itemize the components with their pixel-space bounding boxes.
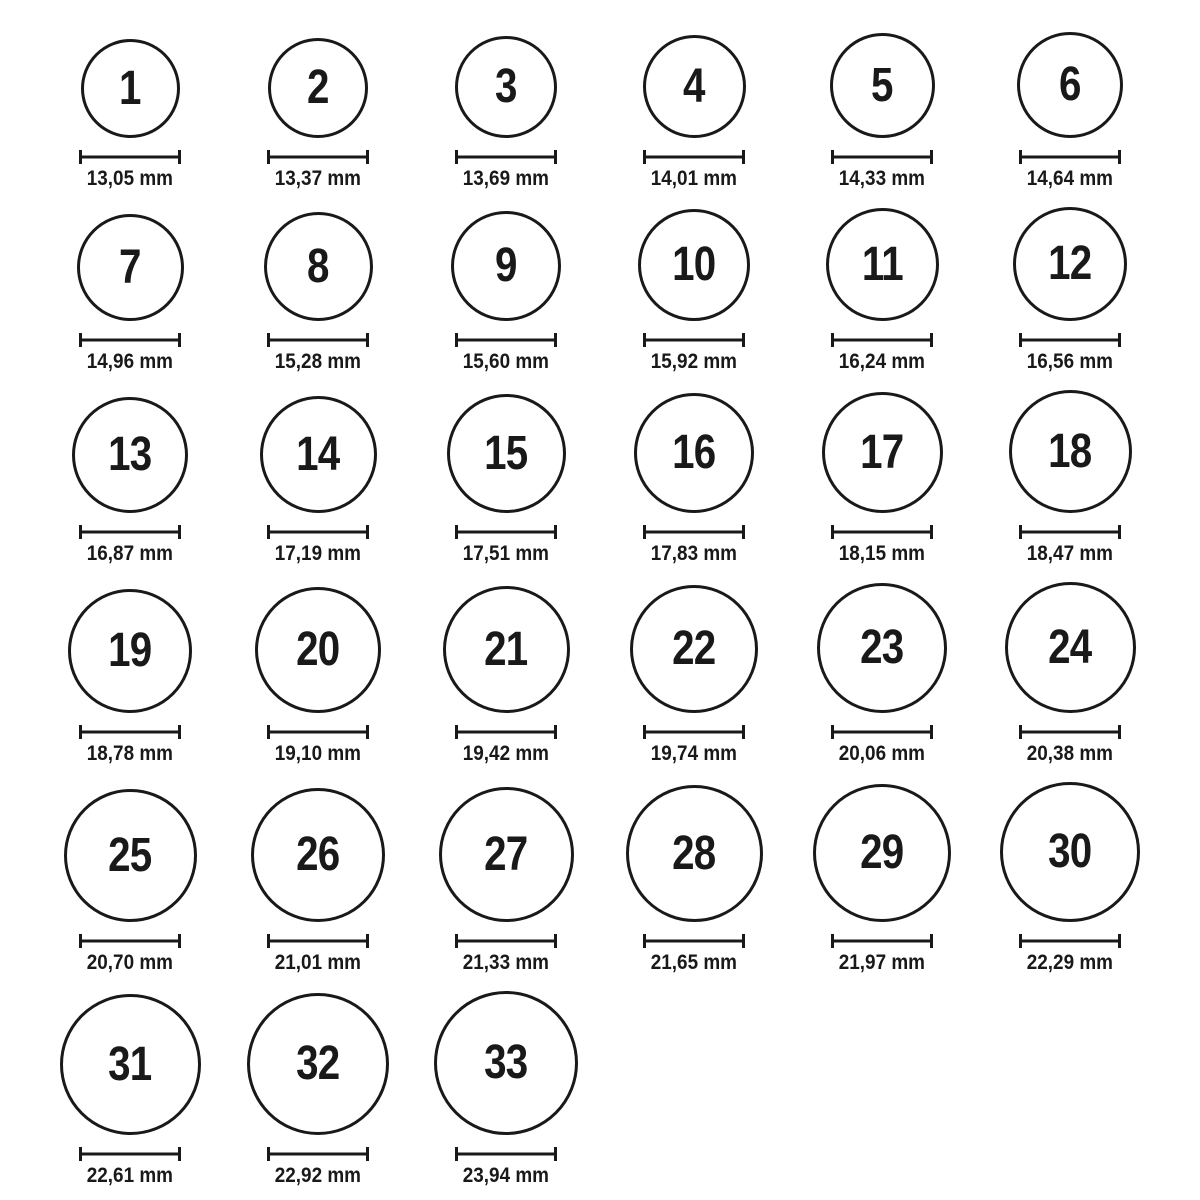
diameter-measure-line	[79, 333, 181, 347]
ring-size-number: 10	[672, 238, 716, 291]
diameter-measure-line	[1019, 525, 1121, 539]
ring-size-number: 21	[484, 622, 528, 676]
ring-size-number: 17	[860, 425, 904, 479]
diameter-measure-line	[1019, 333, 1121, 347]
ring-circle	[630, 585, 758, 713]
ring-size-cell	[224, 991, 412, 1188]
diameter-label: 21,65 mm	[650, 951, 738, 974]
ring-circle	[251, 788, 385, 922]
ring-circle	[643, 35, 746, 138]
diameter-label: 19,42 mm	[462, 742, 550, 765]
ring-size-number: 7	[119, 240, 141, 294]
ring-size-number: 19	[108, 624, 152, 677]
ring-size-cell	[788, 782, 976, 975]
diameter-measure-line	[79, 525, 181, 539]
ring-circle	[451, 211, 561, 321]
ring-circle	[830, 33, 935, 138]
ring-size-cell	[412, 582, 600, 766]
ring-size-number: 8	[307, 239, 329, 293]
diameter-label: 14,64 mm	[1026, 167, 1114, 190]
ring-circle	[1009, 390, 1132, 513]
diameter-measure-line	[267, 333, 369, 347]
ring-circle	[247, 993, 389, 1135]
diameter-label: 13,37 mm	[274, 167, 362, 190]
ring-circle	[68, 589, 192, 713]
ring-size-cell	[36, 207, 224, 374]
diameter-measure-line	[831, 150, 933, 164]
ring-size-cell	[224, 782, 412, 975]
ring-size-number: 12	[1048, 237, 1092, 290]
diameter-measure-line	[79, 1147, 181, 1161]
diameter-label: 22,29 mm	[1026, 951, 1114, 974]
ring-circle	[77, 214, 184, 321]
diameter-label: 16,56 mm	[1026, 350, 1114, 373]
ring-circle	[813, 784, 951, 922]
diameter-measure-line	[267, 1147, 369, 1161]
ring-size-cell	[976, 782, 1164, 975]
diameter-label: 13,05 mm	[86, 167, 174, 190]
ring-circle	[1005, 582, 1136, 713]
ring-circle	[81, 39, 180, 138]
ring-size-cell	[976, 207, 1164, 374]
ring-size-cell	[224, 32, 412, 191]
diameter-measure-line	[267, 525, 369, 539]
ring-size-number: 26	[296, 828, 340, 881]
ring-size-cell	[36, 782, 224, 975]
diameter-measure-line	[455, 525, 557, 539]
diameter-measure-line	[643, 525, 745, 539]
diameter-label: 14,01 mm	[650, 167, 738, 190]
diameter-measure-line	[267, 150, 369, 164]
diameter-label: 13,69 mm	[462, 167, 550, 190]
ring-circle	[443, 586, 570, 713]
diameter-measure-line	[643, 333, 745, 347]
diameter-label: 23,94 mm	[462, 1164, 550, 1187]
ring-size-number: 27	[484, 827, 528, 881]
diameter-label: 21,33 mm	[462, 951, 550, 974]
diameter-label: 17,51 mm	[462, 542, 550, 565]
ring-size-number: 3	[495, 60, 517, 113]
ring-size-cell	[412, 32, 600, 191]
ring-size-number: 14	[296, 427, 340, 481]
diameter-label: 15,28 mm	[274, 350, 362, 373]
ring-size-number: 32	[296, 1037, 340, 1090]
ring-size-cell	[600, 390, 788, 566]
ring-circle	[264, 212, 373, 321]
diameter-label: 15,60 mm	[462, 350, 550, 373]
diameter-measure-line	[455, 150, 557, 164]
ring-size-number: 24	[1048, 620, 1092, 674]
diameter-label: 14,33 mm	[838, 167, 926, 190]
ring-size-cell	[788, 32, 976, 191]
diameter-measure-line	[455, 725, 557, 739]
ring-circle	[64, 789, 197, 922]
diameter-label: 15,92 mm	[650, 350, 738, 373]
diameter-measure-line	[79, 934, 181, 948]
diameter-measure-line	[643, 725, 745, 739]
diameter-measure-line	[79, 150, 181, 164]
ring-size-cell	[36, 582, 224, 766]
diameter-label: 20,70 mm	[86, 951, 174, 974]
ring-size-cell	[36, 32, 224, 191]
diameter-label: 16,24 mm	[838, 350, 926, 373]
ring-size-number: 30	[1048, 825, 1092, 878]
diameter-label: 16,87 mm	[86, 542, 174, 565]
diameter-label: 21,97 mm	[838, 951, 926, 974]
ring-size-cell	[412, 390, 600, 566]
diameter-label: 19,10 mm	[274, 742, 362, 765]
ring-size-cell	[788, 582, 976, 766]
diameter-measure-line	[455, 934, 557, 948]
diameter-measure-line	[1019, 150, 1121, 164]
ring-circle	[455, 36, 557, 138]
ring-size-cell	[224, 582, 412, 766]
ring-size-number: 22	[672, 622, 716, 675]
ring-size-cell	[600, 582, 788, 766]
diameter-measure-line	[831, 525, 933, 539]
diameter-label: 14,96 mm	[86, 350, 174, 373]
diameter-label: 20,06 mm	[838, 742, 926, 765]
ring-size-cell	[36, 991, 224, 1188]
diameter-label: 21,01 mm	[274, 951, 362, 974]
ring-size-cell	[224, 207, 412, 374]
diameter-measure-line	[455, 333, 557, 347]
ring-size-grid	[36, 32, 1164, 1188]
ring-circle	[822, 392, 943, 513]
ring-size-cell	[788, 390, 976, 566]
ring-size-number: 33	[484, 1036, 528, 1089]
diameter-measure-line	[1019, 934, 1121, 948]
ring-size-cell	[976, 390, 1164, 566]
ring-size-number: 9	[495, 239, 517, 292]
ring-size-number: 13	[108, 428, 152, 481]
ring-circle	[260, 396, 377, 513]
ring-size-cell	[976, 32, 1164, 191]
ring-circle	[634, 393, 754, 513]
ring-circle	[268, 38, 368, 138]
diameter-measure-line	[267, 934, 369, 948]
diameter-label: 20,38 mm	[1026, 742, 1114, 765]
ring-size-number: 11	[861, 237, 903, 291]
diameter-label: 19,74 mm	[650, 742, 738, 765]
ring-size-number: 18	[1048, 424, 1092, 478]
ring-size-number: 16	[672, 426, 716, 479]
ring-size-cell	[600, 32, 788, 191]
diameter-label: 22,92 mm	[274, 1164, 362, 1187]
ring-circle	[638, 209, 750, 321]
ring-circle	[826, 208, 939, 321]
diameter-measure-line	[831, 333, 933, 347]
ring-size-number: 23	[860, 621, 904, 674]
ring-size-cell	[788, 207, 976, 374]
ring-circle	[1017, 32, 1123, 138]
diameter-label: 18,78 mm	[86, 742, 174, 765]
ring-circle	[1000, 782, 1140, 922]
diameter-measure-line	[831, 934, 933, 948]
ring-size-cell	[224, 390, 412, 566]
diameter-label: 17,19 mm	[274, 542, 362, 565]
ring-circle	[1013, 207, 1127, 321]
ring-size-number: 2	[307, 61, 329, 114]
diameter-label: 22,61 mm	[86, 1164, 174, 1187]
ring-circle	[626, 785, 763, 922]
ring-size-number: 5	[871, 58, 893, 112]
ring-size-number: 28	[672, 826, 716, 880]
ring-circle	[72, 397, 188, 513]
ring-circle	[255, 587, 381, 713]
ring-size-number: 31	[108, 1037, 152, 1091]
ring-circle	[439, 787, 574, 922]
ring-size-cell	[600, 782, 788, 975]
diameter-measure-line	[79, 725, 181, 739]
ring-size-number: 4	[683, 59, 705, 113]
ring-size-number: 29	[860, 826, 904, 879]
diameter-measure-line	[1019, 725, 1121, 739]
ring-size-cell	[412, 782, 600, 975]
ring-size-cell	[36, 390, 224, 566]
ring-circle	[60, 994, 201, 1135]
ring-size-cell	[976, 582, 1164, 766]
ring-size-number: 15	[484, 426, 528, 480]
ring-size-number: 20	[296, 623, 340, 676]
ring-size-cell	[412, 991, 600, 1188]
diameter-label: 18,47 mm	[1026, 542, 1114, 565]
ring-size-cell	[412, 207, 600, 374]
diameter-label: 18,15 mm	[838, 542, 926, 565]
diameter-measure-line	[455, 1147, 557, 1161]
ring-size-number: 6	[1059, 58, 1081, 111]
ring-size-number: 25	[108, 828, 152, 882]
diameter-measure-line	[267, 725, 369, 739]
ring-circle	[434, 991, 578, 1135]
diameter-measure-line	[831, 725, 933, 739]
diameter-label: 17,83 mm	[650, 542, 738, 565]
ring-size-cell	[600, 207, 788, 374]
ring-circle	[817, 583, 947, 713]
ring-size-number: 1	[119, 61, 141, 115]
diameter-measure-line	[643, 150, 745, 164]
ring-circle	[447, 394, 566, 513]
diameter-measure-line	[643, 934, 745, 948]
